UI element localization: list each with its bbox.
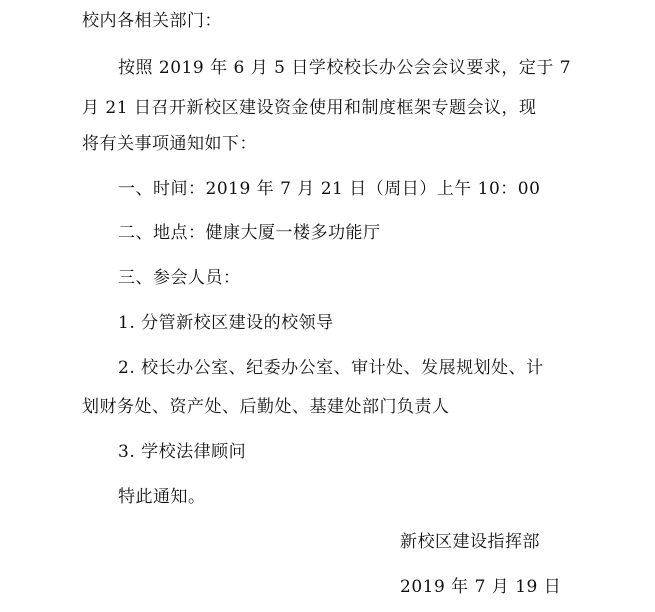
intro-line-3: 将有关事项通知如下： <box>82 134 257 154</box>
closing: 特此通知。 <box>118 487 206 507</box>
attendee-1: 1. 分管新校区建设的校领导 <box>118 313 334 333</box>
issuer: 新校区建设指挥部 <box>400 532 540 552</box>
item-time: 一、时间：2019 年 7 月 21 日（周日）上午 10：00 <box>118 179 541 199</box>
salutation: 校内各相关部门： <box>82 11 222 31</box>
attendee-3: 3. 学校法律顾问 <box>118 442 247 462</box>
item-place: 二、地点：健康大厦一楼多功能厅 <box>118 223 381 243</box>
intro-line-1: 按照 2019 年 6 月 5 日学校校长办公会会议要求，定于 7 <box>118 58 572 78</box>
item-attendees: 三、参会人员： <box>118 268 241 288</box>
intro-line-2: 月 21 日召开新校区建设资金使用和制度框架专题会议，现 <box>82 98 537 118</box>
attendee-2-line-2: 划财务处、资产处、后勤处、基建处部门负责人 <box>82 397 450 417</box>
attendee-2-line-1: 2. 校长办公室、纪委办公室、审计处、发展规划处、计 <box>118 358 544 378</box>
issue-date: 2019 年 7 月 19 日 <box>400 577 562 597</box>
